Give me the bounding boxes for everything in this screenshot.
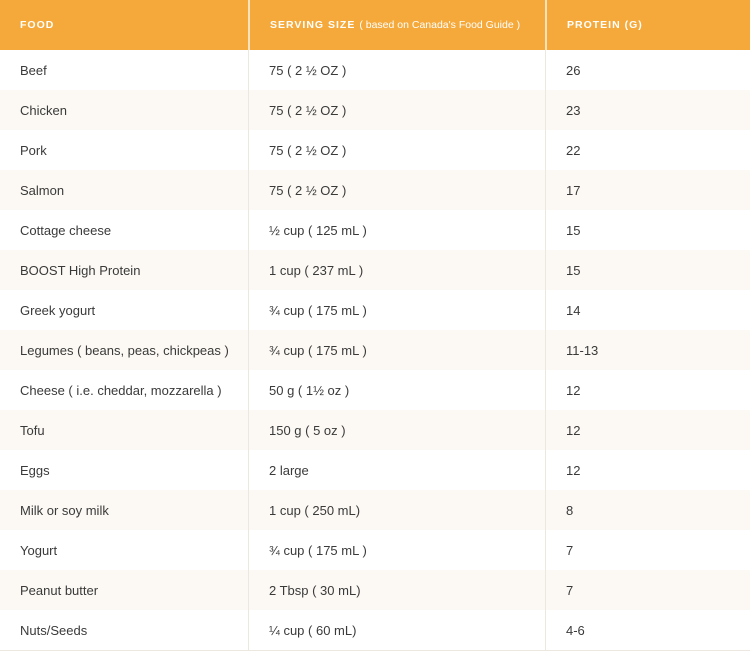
serving-cell: ¾ cup ( 175 mL ) [248, 330, 545, 370]
header-serving-label: SERVING SIZE [270, 19, 356, 31]
table-row [0, 90, 750, 130]
protein-cell: 12 [545, 370, 750, 410]
table-row [0, 330, 750, 370]
header-protein-label: PROTEIN (G) [567, 19, 643, 31]
serving-cell: ¼ cup ( 60 mL) [248, 610, 545, 650]
serving-cell: 1 cup ( 237 mL ) [248, 250, 545, 290]
protein-cell: 22 [545, 130, 750, 170]
table-header [0, 0, 750, 50]
protein-cell: 12 [545, 450, 750, 490]
table-body [0, 50, 750, 651]
table-row [0, 410, 750, 450]
food-cell: Yogurt [20, 542, 58, 558]
food-cell: Nuts/Seeds [20, 622, 88, 638]
protein-cell: 14 [545, 290, 750, 330]
table-row [0, 50, 750, 90]
table-row [0, 610, 750, 650]
food-cell: Pork [20, 142, 47, 158]
serving-cell: 150 g ( 5 oz ) [248, 410, 545, 450]
food-cell: Beef [20, 62, 47, 78]
table-row [0, 530, 750, 570]
food-cell: Tofu [20, 422, 45, 438]
serving-cell: 1 cup ( 250 mL) [248, 490, 545, 530]
table-row [0, 210, 750, 250]
header-serving-note: ( based on Canada's Food Guide ) [359, 19, 521, 31]
protein-cell: 7 [545, 570, 750, 610]
table-row [0, 450, 750, 490]
protein-cell: 8 [545, 490, 750, 530]
protein-cell: 26 [545, 50, 750, 90]
protein-cell: 23 [545, 90, 750, 130]
header-food-label: FOOD [20, 19, 55, 31]
serving-cell: 75 ( 2 ½ OZ ) [248, 90, 545, 130]
serving-cell: ¾ cup ( 175 mL ) [248, 290, 545, 330]
table-row [0, 130, 750, 170]
protein-cell: 15 [545, 210, 750, 250]
protein-cell: 17 [545, 170, 750, 210]
header-food [0, 0, 248, 50]
table-row [0, 170, 750, 210]
food-cell: Peanut butter [20, 582, 99, 598]
table-row [0, 570, 750, 610]
serving-cell: 75 ( 2 ½ OZ ) [248, 130, 545, 170]
serving-cell: ¾ cup ( 175 mL ) [248, 530, 545, 570]
table-row [0, 370, 750, 410]
protein-cell: 7 [545, 530, 750, 570]
food-cell: BOOST High Protein [20, 262, 141, 278]
serving-cell: 2 large [248, 450, 545, 490]
serving-cell: ½ cup ( 125 mL ) [248, 210, 545, 250]
serving-cell: 2 Tbsp ( 30 mL) [248, 570, 545, 610]
header-serving [248, 0, 545, 50]
protein-cell: 12 [545, 410, 750, 450]
food-cell: Cheese ( i.e. cheddar, mozzarella ) [20, 382, 222, 398]
serving-cell: 75 ( 2 ½ OZ ) [248, 170, 545, 210]
protein-cell: 15 [545, 250, 750, 290]
food-cell: Salmon [20, 182, 65, 198]
serving-cell: 75 ( 2 ½ OZ ) [248, 50, 545, 90]
food-cell: Cottage cheese [20, 222, 112, 238]
protein-cell: 4-6 [545, 610, 750, 650]
food-cell: Chicken [20, 102, 67, 118]
table-row [0, 250, 750, 290]
protein-cell: 11-13 [545, 330, 750, 370]
table-row [0, 290, 750, 330]
food-cell: Milk or soy milk [20, 502, 109, 518]
food-cell: Greek yogurt [20, 302, 96, 318]
serving-cell: 50 g ( 1½ oz ) [248, 370, 545, 410]
header-protein [545, 0, 750, 50]
food-cell: Legumes ( beans, peas, chickpeas ) [20, 342, 229, 358]
food-cell: Eggs [20, 462, 50, 478]
table-row [0, 490, 750, 530]
